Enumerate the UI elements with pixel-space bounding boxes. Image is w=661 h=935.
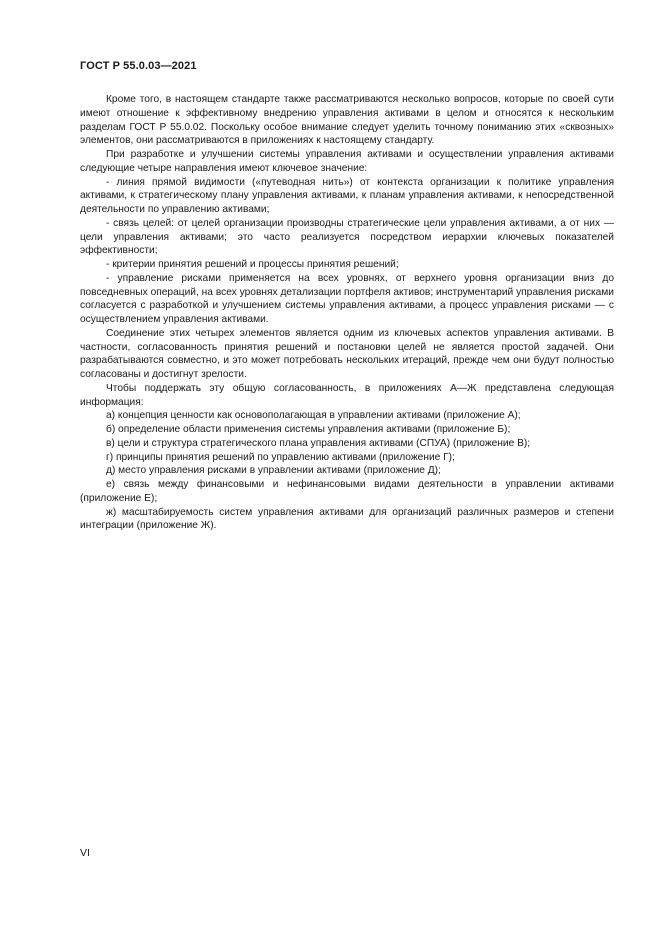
annex-item-e: е) связь между финансовыми и нефинансовыми видами деятельности в управлении активами (приложение Е);	[80, 479, 614, 504]
page-number: VI	[80, 847, 90, 859]
paragraph-combination: Соединение этих четырех элементов является одним из ключевых аспектов управления активами. В частности, согласованность принятия решений и постановки целей не является простой задачей. Они разрабатываются совместно, и это может потребовать нескольких итераций, прежде чем они будут полностью согласованы и достигнут зрелости.	[80, 327, 614, 380]
annex-item-v: в) цели и структура стратегического плана управления активами (СПУА) (приложение В);	[106, 437, 531, 449]
annex-item-d: д) место управления рисками в управлении активами (приложение Д);	[106, 465, 441, 477]
paragraph-directions: При разработке и улучшении системы управления активами и осуществлении управления активами следующие четыре направления имеют ключевое значение:	[80, 149, 614, 174]
list-item-line-of-sight: - линия прямой видимости («путеводная нить») от контекста организации к политике управления активами, к стратегическому плану управления активами, к планам управления активами, к непосредственной деятельности по управлению активами;	[80, 176, 614, 215]
list-item-risk-management: - управление рисками применяется на всех уровнях, от верхнего уровня организации вниз до повседневных операций, на всех уровнях детализации портфеля активов; инструментарий управления рисками согласуется с разработкой и улучшением системы управления активами, а процесс управления рисками — с осуществлением управления активами.	[80, 272, 614, 325]
list-item-decision-criteria: - критерии принятия решений и процессы принятия решений;	[106, 259, 399, 270]
annex-item-g: г) принципы принятия решений по управлению активами (приложение Г);	[106, 451, 455, 463]
annex-item-a: а) концепция ценности как основополагающая в управлении активами (приложение А);	[106, 410, 521, 422]
annex-item-b: б) определение области применения системы управления активами (приложение Б);	[106, 424, 511, 435]
document-body	[80, 93, 614, 533]
annex-item-zh: ж) масштабируемость систем управления активами для организаций различных размеров и степени интеграции (приложение Ж).	[80, 506, 614, 532]
paragraph-annexes-intro: Чтобы поддержать эту общую согласованность, в приложениях А—Ж представлена следующая информация:	[80, 382, 614, 408]
list-item-goals-link: - связь целей: от целей организации производны стратегические цели управления активами, а от них — цели управления активами; это часто реализуется посредством иерархии ключевых показателей эффективности;	[80, 217, 614, 257]
document-header: ГОСТ Р 55.0.03—2021	[80, 60, 197, 72]
paragraph-intro: Кроме того, в настоящем стандарте также рассматриваются несколько вопросов, которые по своей сути имеют отношение к эффективному внедрению управления активами в целом и относятся к нескольким разделам ГОСТ Р 55.0.02. Поскольку особое внимание следует уделить точному пониманию этих «сквозных» элементов, они рассматриваются в приложениях к настоящему стандарту.	[80, 94, 614, 147]
